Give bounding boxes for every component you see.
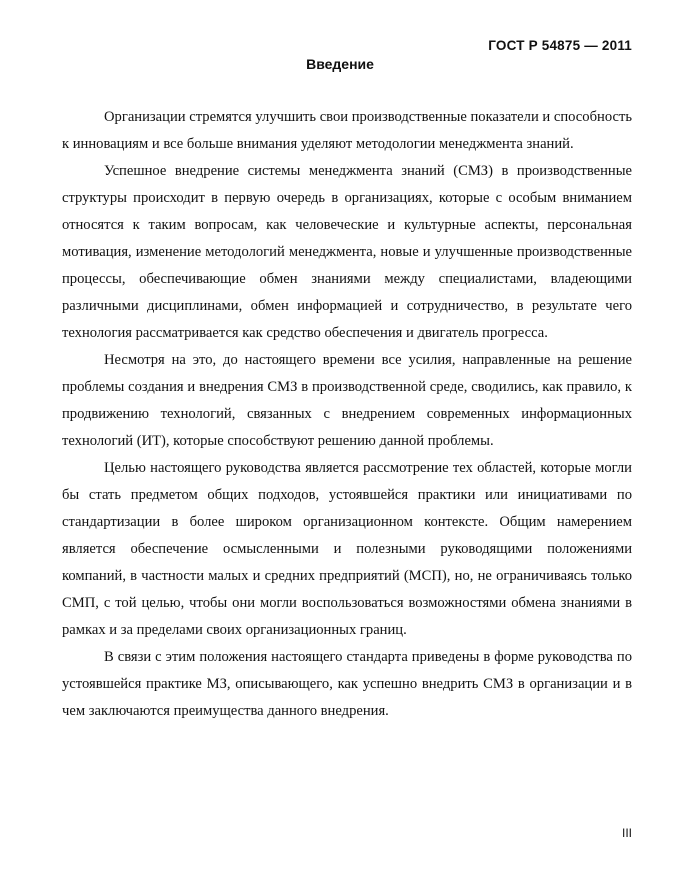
page-number: III [621,826,632,840]
paragraph: Целью настоящего руководства является рассмотрение тех областей, которые могли бы стать предметом общих подходов, устоявшейся практики или инициативами по стандартизации в более широком организационном контексте. Общим намерением является обеспечение осмысленными и полезными руководящими положениями компаний, в частности малых и средних предприятий (МСП), но, не ограничиваясь только СМП, с той целью, чтобы они могли воспользоваться возможностями обмена знаниями в рамках и за пределами своих организационных границ. [62,460,632,638]
document-id: ГОСТ Р 54875 — 2011 [488,38,632,53]
section-title: Введение [306,56,374,72]
paragraph: В связи с этим положения настоящего стандарта приведены в форме руководства по устоявшейся практике МЗ, описывающего, как успешно внедрить СМЗ в организации и в чем заключаются преимущества данного внедрения. [62,649,632,719]
paragraph: Несмотря на это, до настоящего времени все усилия, направленные на решение проблемы создания и внедрения СМЗ в производственной среде, сводились, как правило, к продвижению технологий, связанных с внедрением современных информационных технологий (ИТ), которые способствуют решению данной проблемы. [62,352,632,449]
paragraph: Организации стремятся улучшить свои производственные показатели и способность к инновациям и все больше внимания уделяют методологии менеджмента знаний. [62,109,632,152]
body-text [62,104,632,725]
paragraph: Успешное внедрение системы менеджмента знаний (СМЗ) в производственные структуры происходит в первую очередь в организациях, которые с особым вниманием относятся к таким вопросам, как человеческие и культурные аспекты, персональная мотивация, изменение методологий менеджмента, новые и улучшенные производственные процессы, обеспечивающие обмен знаниями между специалистами, владеющими различными дисциплинами, обмен информацией и сотрудничество, в результате чего технология рассматривается как средство обеспечения и двигатель прогресса. [62,163,632,341]
